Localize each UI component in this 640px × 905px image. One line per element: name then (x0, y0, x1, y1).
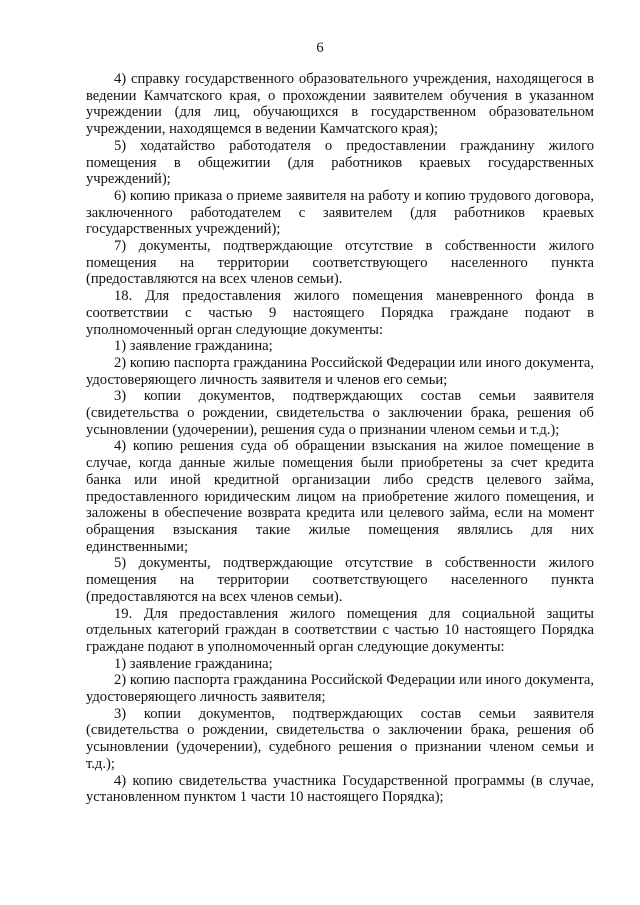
paragraph-section-19: 19. Для предоставления жилого помещения для социальной защиты отдельных категорий граждан в соответствии с частью 10 настоящего Порядка граждане подают в уполномоченный орган следующие документы: (86, 605, 594, 655)
paragraph-item-5-petition: 5) ходатайство работодателя о предоставлении гражданину жилого помещения в общежитии (для работников краевых государственных учреждений); (86, 137, 594, 188)
paragraph-19-item-4: 4) копию свидетельства участника Государственной программы (в случае, установленном пунктом 1 части 10 настоящего Порядка); (86, 772, 594, 806)
document-body (86, 71, 594, 806)
paragraph-item-6-order-copy: 6) копию приказа о приеме заявителя на работу и копию трудового договора, заключенного работодателем с заявителем (для работников краевых государственных учреждений); (86, 187, 594, 238)
paragraph-18-item-5: 5) документы, подтверждающие отсутствие в собственности жилого помещения на территории соответствующего населенного пункта (предоставляются на всех членов семьи). (86, 555, 594, 605)
paragraph-item-4-certificate: 4) справку государственного образовательного учреждения, находящегося в ведении Камчатского края, о прохождении заявителем обучения в указанном учреждении (для лиц, обучающихся в государственном образовательном учреждении, находящемся в ведении Камчатского края); (86, 71, 594, 138)
paragraph-19-item-2: 2) копию паспорта гражданина Российской Федерации или иного документа, удостоверяющего личность заявителя; (86, 672, 594, 706)
paragraph-18-item-4: 4) копию решения суда об обращении взыскания на жилое помещение в случае, когда данные жилые помещения были приобретены за счет кредита банка или иной кредитной организации либо средств целевого займа, предоставленного юридическим лицом на приобретение жилого помещения, и заложены в обеспечение возврата кредита или целевого займа, если на момент обращения взыскания такие жилые помещения являлись для них единственными; (86, 438, 594, 555)
paragraph-18-item-3: 3) копии документов, подтверждающих состав семьи заявителя (свидетельства о рождении, свидетельства о заключении брака, решения об усыновлении (удочерении), решения суда о признании членом семьи и т.д.); (86, 388, 594, 438)
paragraph-18-item-2: 2) копию паспорта гражданина Российской Федерации или иного документа, удостоверяющего личность заявителя и членов его семьи; (86, 354, 594, 388)
paragraph-19-item-3: 3) копии документов, подтверждающих состав семьи заявителя (свидетельства о рождении, свидетельства о заключении брака, решения об усыновлении (удочерении), судебного решения о признании членом семьи и т.д.); (86, 705, 594, 772)
paragraph-18-item-1: 1) заявление гражданина; (114, 338, 273, 355)
paragraph-section-18: 18. Для предоставления жилого помещения маневренного фонда в соответствии с частью 9 настоящего Порядка граждане подают в уполномоченный орган следующие документы: (86, 288, 594, 338)
paragraph-item-7-ownership-docs: 7) документы, подтверждающие отсутствие в собственности жилого помещения на территории соответствующего населенного пункта (предоставляются на всех членов семьи). (86, 238, 594, 288)
page-number: 6 (316, 40, 324, 56)
paragraph-19-item-1: 1) заявление гражданина; (114, 655, 273, 672)
